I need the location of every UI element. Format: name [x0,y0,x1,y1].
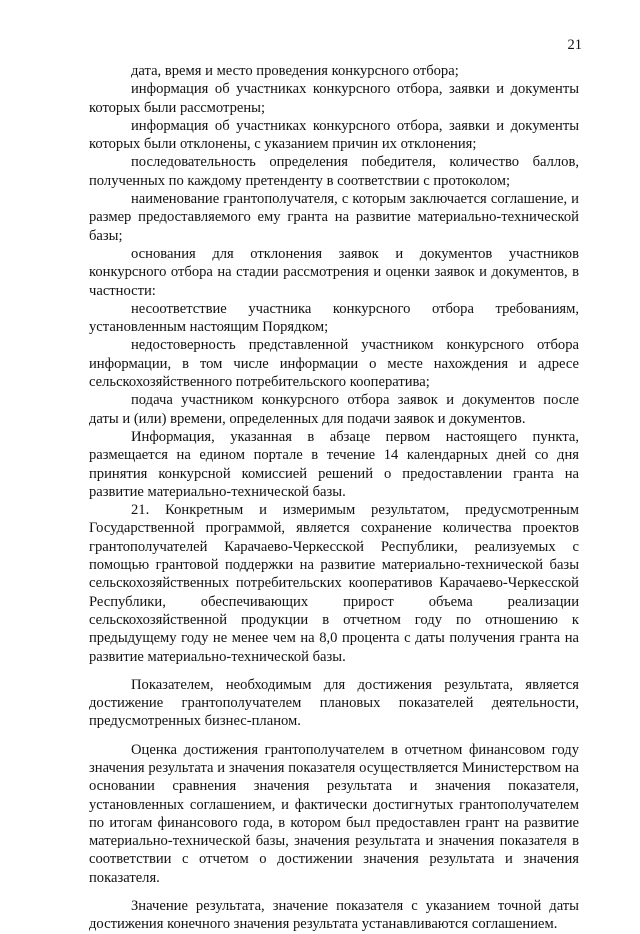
page-number: 21 [567,37,582,53]
paragraph-considered-participants: информация об участниках конкурсного отбора, заявки и документы которых были рассмотрены; [89,81,579,116]
paragraph-rejection-grounds: основания для отклонения заявок и документов участников конкурсного отбора на стадии рассмотрения и оценки заявок и документов, в частности: [89,245,579,299]
paragraph-late-submission: подача участником конкурсного отбора заявок и документов после даты и (или) времени, определенных для подачи заявок и документов. [89,392,579,427]
paragraph-section-21-result: 21. Конкретным и измеримым результатом, предусмотренным Государственной программой, является сохранение количества проектов грантополучателей Карачаево-Черкесской Республики, реализуемых с помощью грантовой поддержки на развитие материально-технической базы сельскохозяйственных потребительских кооперативов Карачаево-Черкесской Республики, обеспечивающих прирост объема реализации сельскохозяйственной продукции в отчетном году по отношению к предыдущему году не менее чем на 8,0 процента с даты получения гранта на развитие материально-технической базы. [89,502,579,665]
paragraph-grant-recipient: наименование грантополучателя, с которым заключается соглашение, и размер предоставляемого ему гранта на развитие материально-технической базы; [89,191,579,244]
paragraph-indicator: Показателем, необходимым для достижения результата, является достижение грантополучателем плановых показателей деятельности, предусмотренных бизнес-планом. [89,676,579,730]
paragraph-rejected-participants: информация об участниках конкурсного отбора, заявки и документы которых были отклонены, с указанием причин их отклонения; [89,117,579,153]
paragraph-winner-determination: последовательность определения победителя, количество баллов, полученных по каждому претенденту в соответствии с протоколом; [89,154,579,189]
paragraph-nonconformity: несоответствие участника конкурсного отбора требованиям, установленным настоящим Порядком; [89,300,579,336]
paragraph-assessment: Оценка достижения грантополучателем в отчетном финансовом году значения результата и значения показателя осуществляется Министерством на основании сравнения значения результата и значения показателя, установленных соглашением, и фактически достигнутых грантополучателем по итогам финансового года, в котором был предоставлен грант на развитие материально-технической базы, значения результата и значения показателя в соответствии с отчетом о достижении значения результата и значения показателя. [89,741,579,886]
paragraph-meeting-date: дата, время и место проведения конкурсного отбора; [131,63,459,79]
document-body [89,62,579,934]
paragraph-result-values: Значение результата, значение показателя с указанием точной даты достижения конечного значения результата устанавливаются соглашением. [89,898,579,933]
paragraph-unreliable-info: недостоверность представленной участником конкурсного отбора информации, в том числе информации о месте нахождения и адресе сельскохозяйственного потребительского кооператива; [89,337,579,391]
paragraph-publication: Информация, указанная в абзаце первом настоящего пункта, размещается на едином портале в течение 14 календарных дней со дня принятия конкурсной комиссией решений о предоставлении гранта на развитие материально-технической базы. [89,428,579,500]
